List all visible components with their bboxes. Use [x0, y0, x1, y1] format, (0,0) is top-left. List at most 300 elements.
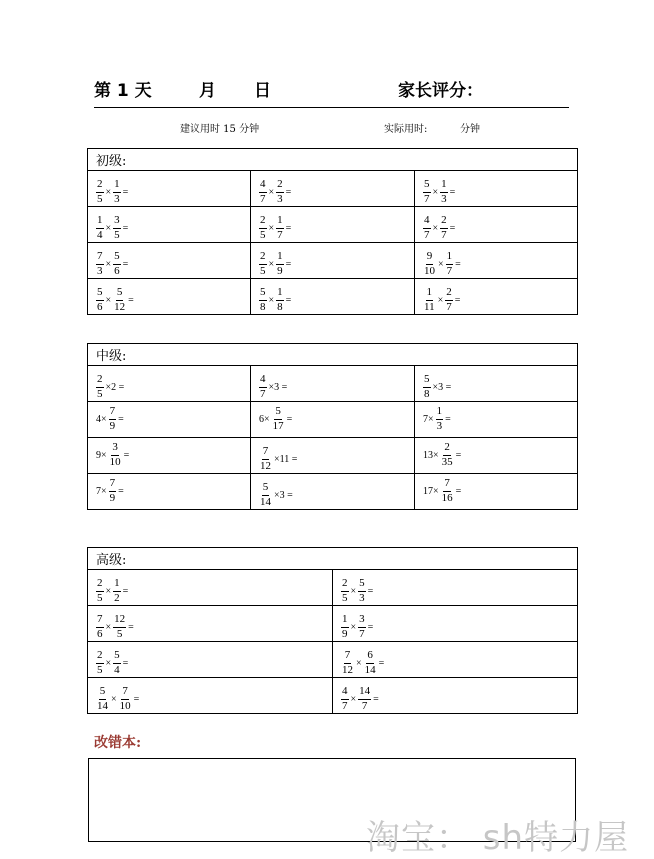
date-label: 日: [254, 81, 271, 101]
problem-cell[interactable]: [251, 402, 415, 438]
fraction: [259, 374, 267, 400]
fraction: [276, 215, 284, 241]
problem-cell[interactable]: [88, 279, 251, 315]
numerator: 2: [445, 287, 453, 301]
operator-text: =: [445, 414, 451, 425]
numerator: 3: [113, 215, 121, 229]
math-expression: [258, 215, 292, 241]
denominator: 14: [260, 495, 271, 508]
denominator: 9: [109, 492, 116, 504]
operator-text: =: [449, 222, 456, 234]
numerator: 7: [443, 478, 451, 492]
operator-text: =: [118, 486, 124, 497]
operator-text: =: [367, 585, 374, 597]
problem-cell[interactable]: [415, 243, 578, 279]
math-expression: [95, 442, 130, 468]
fraction: [96, 650, 104, 676]
denominator: 7: [260, 387, 266, 400]
denominator: 7: [260, 192, 266, 205]
table-row: [88, 171, 578, 207]
math-expression: [422, 406, 452, 432]
operator-text: 4×: [96, 414, 107, 425]
section-title: 初级:: [88, 149, 578, 171]
problem-cell[interactable]: [88, 171, 251, 207]
denominator: 5: [97, 192, 103, 205]
operator-text: ×2 =: [105, 381, 125, 393]
math-expression: [258, 446, 298, 472]
denominator: 7: [361, 699, 368, 712]
operator-text: ×: [432, 222, 439, 234]
table-row: [88, 243, 578, 279]
problem-cell[interactable]: [88, 678, 333, 714]
problem-cell[interactable]: [88, 438, 251, 474]
problem-cell[interactable]: [251, 243, 415, 279]
operator-text: 13×: [423, 450, 439, 461]
operator-text: ×3 =: [432, 381, 452, 393]
denominator: 9: [277, 264, 283, 277]
fraction: [96, 287, 104, 313]
operator-text: ×: [350, 585, 357, 597]
fraction: [423, 287, 436, 313]
fraction: [109, 406, 117, 432]
operator-text: ×11 =: [274, 453, 298, 465]
denominator: 12: [114, 300, 126, 313]
numerator: 9: [426, 251, 434, 265]
denominator: 5: [260, 264, 266, 277]
operator-text: ×: [111, 693, 117, 705]
operator-text: =: [285, 294, 292, 306]
fraction: [423, 179, 431, 205]
numerator: 1: [426, 287, 434, 301]
problem-cell[interactable]: [415, 474, 578, 510]
fraction: [358, 686, 371, 712]
denominator: 6: [97, 300, 103, 313]
operator-text: ×: [268, 258, 275, 270]
denominator: 10: [109, 456, 121, 468]
fraction: [423, 374, 431, 400]
denominator: 7: [446, 300, 452, 313]
operator-text: =: [455, 258, 461, 270]
math-expression: [95, 287, 135, 313]
table-row: [88, 642, 578, 678]
denominator: 9: [109, 420, 116, 432]
fraction: [446, 251, 454, 277]
denominator: 12: [260, 459, 271, 472]
operator-text: ×3 =: [274, 489, 293, 501]
numerator: 4: [259, 374, 267, 388]
operator-text: ×: [105, 585, 112, 597]
denominator: 5: [342, 591, 348, 604]
operator-text: =: [122, 258, 129, 270]
operator-text: =: [285, 186, 292, 198]
denominator: 8: [424, 387, 430, 400]
operator-text: ×: [268, 186, 275, 198]
fraction: [272, 406, 285, 432]
fraction: [358, 614, 366, 640]
table-row: [88, 366, 578, 402]
denominator: 14: [364, 663, 376, 676]
denominator: 7: [424, 228, 430, 241]
problem-cell[interactable]: [415, 438, 578, 474]
corrections-label: 改错本:: [94, 735, 142, 751]
denominator: 17: [272, 420, 284, 432]
fraction: [96, 251, 104, 277]
numerator: 5: [274, 406, 282, 420]
fraction: [109, 478, 117, 504]
numerator: 12: [113, 614, 126, 628]
problem-cell[interactable]: [415, 402, 578, 438]
math-expression: [95, 215, 129, 241]
fraction: [276, 251, 284, 277]
operator-text: =: [455, 450, 462, 461]
operator-text: ×: [268, 294, 275, 306]
math-expression: [95, 614, 135, 640]
problem-cell[interactable]: [415, 207, 578, 243]
operator-text: =: [122, 186, 129, 198]
problem-cell[interactable]: [251, 171, 415, 207]
fraction: [259, 446, 272, 472]
fraction: [440, 179, 448, 205]
problem-cell[interactable]: [251, 366, 415, 402]
operator-text: ×: [105, 657, 112, 669]
table-row: [88, 438, 578, 474]
math-expression: [340, 686, 380, 712]
numerator: 1: [96, 215, 104, 229]
numerator: 6: [366, 650, 374, 664]
operator-text: =: [378, 657, 385, 669]
operator-text: =: [455, 486, 462, 497]
denominator: 16: [441, 492, 453, 504]
fraction: [109, 442, 122, 468]
operator-text: ×: [105, 222, 112, 234]
operator-text: ×: [432, 186, 439, 198]
operator-text: 17×: [423, 486, 439, 497]
operator-text: =: [286, 414, 293, 425]
denominator: 7: [359, 627, 365, 640]
denominator: 5: [116, 627, 123, 640]
math-expression: [422, 287, 461, 313]
denominator: 35: [441, 456, 453, 468]
denominator: 3: [97, 264, 103, 277]
numerator: 5: [113, 251, 121, 265]
math-expression: [95, 578, 129, 604]
numerator: 4: [259, 179, 267, 193]
numerator: 2: [440, 215, 448, 229]
table-row: [88, 279, 578, 315]
denominator: 2: [114, 591, 120, 604]
denominator: 3: [277, 192, 283, 205]
basic-level-table: [87, 148, 578, 315]
fraction: [113, 578, 121, 604]
problem-cell[interactable]: [333, 642, 578, 678]
numerator: 7: [344, 650, 352, 664]
denominator: 5: [260, 228, 266, 241]
fraction: [341, 650, 354, 676]
numerator: 7: [96, 251, 104, 265]
denominator: 10: [119, 699, 131, 712]
operator-text: 7×: [423, 414, 434, 425]
problem-cell[interactable]: [251, 207, 415, 243]
advanced-level-table: [87, 547, 578, 714]
numerator: 7: [96, 614, 104, 628]
watermark: 淘宝： sh特力屋: [366, 818, 630, 858]
suggested-time: 建议用时 15 分钟: [180, 124, 260, 135]
numerator: 14: [358, 686, 371, 700]
denominator: 5: [97, 387, 103, 400]
fraction: [259, 179, 267, 205]
fraction: [423, 251, 436, 277]
fraction: [259, 251, 267, 277]
denominator: 5: [97, 663, 103, 676]
numerator: 5: [113, 650, 121, 664]
operator-text: 6×: [259, 414, 270, 425]
math-expression: [340, 578, 374, 604]
denominator: 3: [441, 192, 447, 205]
math-expression: [258, 374, 288, 400]
math-expression: [258, 179, 292, 205]
denominator: 5: [97, 591, 103, 604]
denominator: 6: [97, 627, 103, 640]
problem-cell[interactable]: [415, 279, 578, 315]
math-expression: [422, 442, 462, 468]
problem-cell[interactable]: [88, 606, 333, 642]
numerator: 7: [109, 478, 117, 492]
fraction: [113, 650, 121, 676]
operator-text: =: [128, 621, 134, 633]
numerator: 3: [111, 442, 119, 456]
numerator: 2: [96, 374, 104, 388]
numerator: 1: [440, 179, 448, 193]
denominator: 4: [97, 228, 103, 241]
math-expression: [258, 287, 292, 313]
operator-text: =: [285, 258, 292, 270]
fraction: [341, 578, 349, 604]
fraction: [113, 215, 121, 241]
numerator: 2: [96, 650, 104, 664]
fraction: [440, 215, 448, 241]
denominator: 7: [424, 192, 430, 205]
math-expression: [422, 179, 456, 205]
operator-text: 9×: [96, 450, 107, 461]
operator-text: ×: [105, 186, 112, 198]
operator-text: =: [285, 222, 292, 234]
fraction: [113, 179, 121, 205]
problem-cell[interactable]: [251, 474, 415, 510]
problem-cell[interactable]: [333, 678, 578, 714]
operator-text: ×: [105, 621, 112, 633]
operator-text: =: [122, 222, 129, 234]
operator-text: =: [454, 294, 461, 306]
problem-cell[interactable]: [88, 366, 251, 402]
operator-text: =: [123, 450, 130, 461]
numerator: 5: [423, 179, 431, 193]
denominator: 12: [342, 663, 353, 676]
numerator: 2: [276, 179, 284, 193]
math-expression: [95, 650, 129, 676]
header-divider: [94, 107, 569, 108]
problem-cell[interactable]: [88, 207, 251, 243]
numerator: 4: [341, 686, 349, 700]
table-row: [88, 207, 578, 243]
fraction: [423, 215, 431, 241]
numerator: 7: [109, 406, 117, 420]
fraction: [276, 287, 284, 313]
problem-cell[interactable]: [415, 171, 578, 207]
table-row: [88, 402, 578, 438]
numerator: 5: [423, 374, 431, 388]
fraction: [364, 650, 377, 676]
math-expression: [95, 406, 125, 432]
math-expression: [95, 179, 129, 205]
denominator: 6: [114, 264, 120, 277]
problem-cell[interactable]: [415, 366, 578, 402]
math-expression: [95, 686, 140, 712]
numerator: 2: [96, 179, 104, 193]
math-expression: [422, 215, 456, 241]
numerator: 7: [121, 686, 129, 700]
operator-text: ×3 =: [268, 381, 288, 393]
operator-text: ×: [438, 258, 444, 270]
fraction: [445, 287, 453, 313]
intermediate-level-table: [87, 343, 578, 510]
denominator: 9: [342, 627, 348, 640]
numerator: 1: [341, 614, 349, 628]
problem-cell[interactable]: [333, 570, 578, 606]
actual-time-label: 实际用时:: [384, 124, 428, 135]
numerator: 2: [259, 215, 267, 229]
numerator: 1: [276, 215, 284, 229]
math-expression: [95, 478, 125, 504]
day-label: 第 1 天: [94, 81, 152, 101]
operator-text: 7×: [96, 486, 107, 497]
denominator: 14: [97, 699, 108, 712]
section-title: 中级:: [88, 344, 578, 366]
denominator: 8: [260, 300, 266, 313]
problem-cell[interactable]: [88, 570, 333, 606]
denominator: 3: [436, 420, 443, 432]
fraction: [96, 614, 104, 640]
operator-text: ×: [350, 621, 357, 633]
fraction: [96, 179, 104, 205]
fraction: [96, 578, 104, 604]
fraction: [113, 251, 121, 277]
problem-cell[interactable]: [333, 606, 578, 642]
fraction: [441, 478, 454, 504]
numerator: 1: [276, 287, 284, 301]
denominator: 11: [424, 300, 435, 313]
denominator: 7: [446, 264, 453, 277]
numerator: 5: [358, 578, 366, 592]
fraction: [341, 686, 349, 712]
table-row: [88, 606, 578, 642]
math-expression: [340, 650, 385, 676]
denominator: 3: [114, 192, 120, 205]
page-header: [94, 76, 568, 102]
numerator: 5: [259, 287, 267, 301]
problem-cell[interactable]: [88, 642, 333, 678]
denominator: 7: [441, 228, 447, 241]
math-expression: [258, 251, 292, 277]
operator-text: =: [367, 621, 374, 633]
numerator: 1: [113, 578, 121, 592]
month-label: 月: [199, 81, 216, 101]
problem-cell[interactable]: [88, 243, 251, 279]
operator-text: =: [118, 414, 124, 425]
denominator: 8: [277, 300, 283, 313]
numerator: 1: [436, 406, 444, 420]
denominator: 4: [114, 663, 120, 676]
fraction: [259, 215, 267, 241]
numerator: 2: [96, 578, 104, 592]
numerator: 2: [341, 578, 349, 592]
operator-text: ×: [105, 294, 112, 306]
operator-text: =: [449, 186, 456, 198]
operator-text: =: [128, 294, 134, 306]
operator-text: ×: [437, 294, 444, 306]
fraction: [341, 614, 349, 640]
numerator: 2: [443, 442, 451, 456]
fraction: [358, 578, 366, 604]
numerator: 5: [99, 686, 107, 700]
problem-cell[interactable]: [251, 279, 415, 315]
numerator: 5: [262, 482, 270, 496]
numerator: 4: [423, 215, 431, 229]
fraction: [96, 215, 104, 241]
numerator: 3: [358, 614, 366, 628]
math-expression: [95, 374, 125, 400]
denominator: 7: [342, 699, 348, 712]
fraction: [276, 179, 284, 205]
numerator: 1: [113, 179, 121, 193]
table-row: [88, 678, 578, 714]
problem-cell[interactable]: [88, 402, 251, 438]
fraction: [113, 614, 126, 640]
math-expression: [95, 251, 129, 277]
operator-text: =: [373, 693, 379, 705]
operator-text: ×: [356, 657, 362, 669]
fraction: [441, 442, 454, 468]
numerator: 2: [259, 251, 267, 265]
operator-text: ×: [350, 693, 357, 705]
section-title: 高级:: [88, 548, 578, 570]
problem-cell[interactable]: [251, 438, 415, 474]
parent-score-label: 家长评分：: [398, 81, 483, 101]
fraction: [96, 686, 109, 712]
math-expression: [422, 251, 462, 277]
denominator: 7: [277, 228, 283, 241]
table-row: [88, 474, 578, 510]
math-expression: [422, 478, 462, 504]
numerator: 1: [446, 251, 454, 265]
math-expression: [340, 614, 374, 640]
fraction: [259, 287, 267, 313]
operator-text: =: [122, 585, 129, 597]
math-expression: [422, 374, 452, 400]
fraction: [96, 374, 104, 400]
operator-text: =: [122, 657, 129, 669]
fraction: [119, 686, 132, 712]
numerator: 7: [262, 446, 270, 460]
numerator: 5: [116, 287, 124, 301]
denominator: 10: [424, 264, 435, 277]
denominator: 3: [359, 591, 365, 604]
problem-cell[interactable]: [88, 474, 251, 510]
denominator: 5: [114, 228, 120, 241]
fraction: [436, 406, 444, 432]
math-expression: [258, 482, 294, 508]
operator-text: ×: [268, 222, 275, 234]
fraction: [113, 287, 126, 313]
